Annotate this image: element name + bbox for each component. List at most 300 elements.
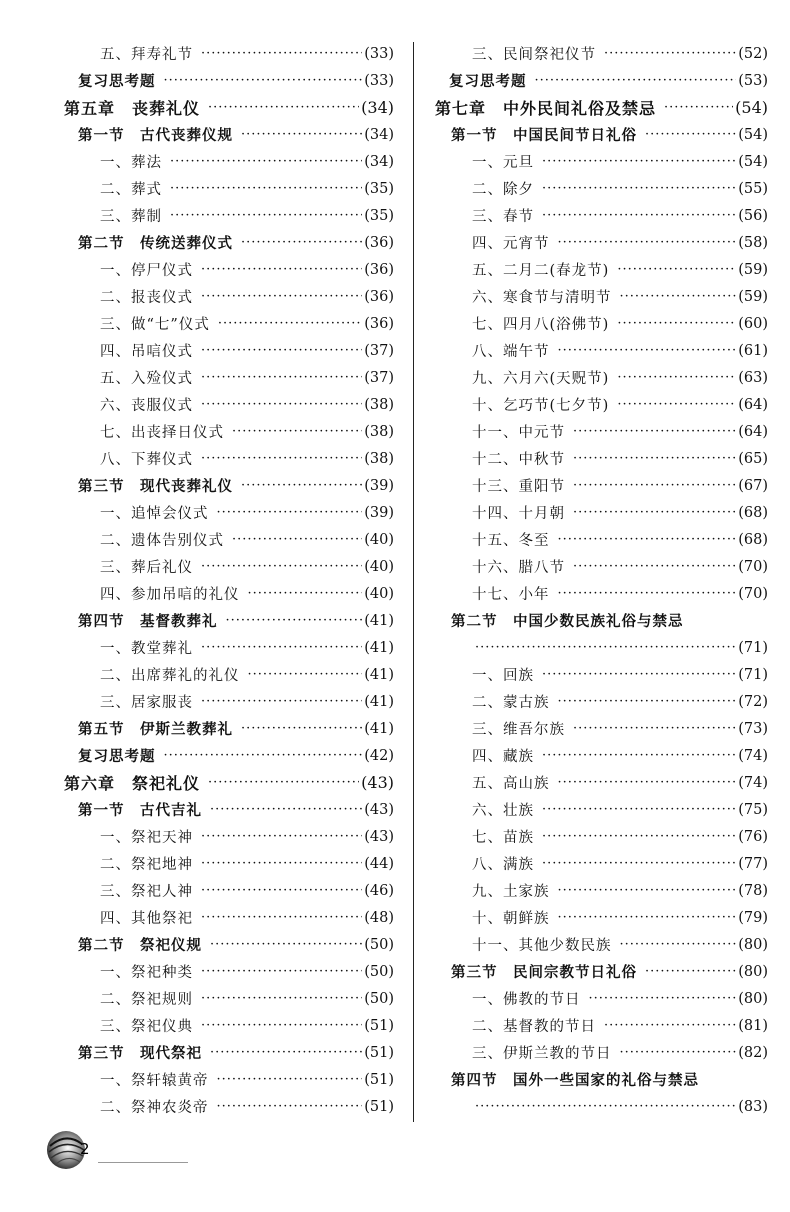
toc-entry-page: (80) [738, 963, 768, 980]
toc-entry-page: (59) [738, 288, 768, 305]
toc-entry [64, 67, 394, 94]
toc-entry [64, 688, 394, 715]
toc-entry [64, 877, 394, 904]
toc-entry [64, 229, 394, 256]
toc-entry [435, 40, 768, 67]
toc-entry-page: (67) [738, 477, 768, 494]
dot-leader [201, 559, 362, 574]
dot-leader [210, 937, 362, 952]
toc-entry-page: (43) [364, 801, 394, 818]
toc-entry-title: 六、壮族 [472, 803, 534, 819]
dot-leader [558, 586, 737, 601]
toc-entry [64, 1066, 394, 1093]
toc-entry-page: (80) [738, 990, 768, 1007]
toc-entry [435, 445, 768, 472]
toc-entry [64, 553, 394, 580]
dot-leader [573, 559, 736, 574]
toc-entry-title: 一、祭祀天神 [100, 830, 193, 846]
toc-entry [435, 202, 768, 229]
dot-leader [201, 1018, 362, 1033]
dot-leader [248, 667, 363, 682]
toc-entry-title: 第三节 现代丧葬礼仪 [78, 478, 233, 495]
dot-leader [589, 991, 737, 1006]
toc-entry-page: (75) [738, 801, 768, 818]
toc-entry [435, 877, 768, 904]
toc-entry-page: (43) [361, 773, 394, 792]
toc-entry-page: (83) [738, 1098, 768, 1115]
toc-entry [435, 418, 768, 445]
dot-leader [620, 937, 737, 952]
toc-entry-page: (51) [364, 1017, 394, 1034]
dot-leader [475, 640, 736, 655]
toc-entry [64, 175, 394, 202]
toc-entry-title: 五、高山族 [472, 776, 550, 792]
toc-entry [435, 958, 768, 985]
toc-entry-title: 十、朝鲜族 [472, 911, 550, 927]
toc-entry-page: (74) [738, 747, 768, 764]
toc-entry-page: (76) [738, 828, 768, 845]
toc-entry-page: (42) [364, 747, 394, 764]
toc-entry-page: (37) [364, 369, 394, 386]
dot-leader [164, 73, 363, 88]
dot-leader [620, 289, 737, 304]
toc-entry [64, 121, 394, 148]
toc-entry-page: (54) [738, 126, 768, 143]
toc-entry-page: (70) [738, 558, 768, 575]
toc-entry-title: 七、苗族 [472, 830, 534, 846]
toc-entry-title: 第二节 祭祀仪规 [78, 937, 202, 954]
toc-entry-page: (81) [738, 1017, 768, 1034]
toc-entry [435, 742, 768, 769]
dot-leader [645, 127, 736, 142]
toc-entry [64, 931, 394, 958]
toc-entry [435, 283, 768, 310]
toc-entry [435, 337, 768, 364]
toc-entry-title: 一、祭祀种类 [100, 965, 193, 981]
dot-leader [201, 640, 362, 655]
dot-leader [226, 613, 363, 628]
toc-entry-page: (33) [364, 72, 394, 89]
toc-entry [64, 40, 394, 67]
toc-entry-page: (58) [738, 234, 768, 251]
toc-entry [435, 472, 768, 499]
toc-entry-page: (61) [738, 342, 768, 359]
toc-entry [64, 796, 394, 823]
toc-entry-page: (59) [738, 261, 768, 278]
toc-entry [64, 580, 394, 607]
column-divider [413, 42, 414, 1122]
toc-entry-page: (37) [364, 342, 394, 359]
toc-entry-page: (68) [738, 504, 768, 521]
toc-entry-page: (63) [738, 369, 768, 386]
toc-entry [435, 607, 768, 634]
toc-entry-page: (39) [364, 477, 394, 494]
toc-entry-title: 二、祭祀地神 [100, 857, 193, 873]
toc-entry-title: 二、蒙古族 [472, 695, 550, 711]
toc-entry-title: 三、春节 [472, 209, 534, 225]
toc-entry-title: 十三、重阳节 [472, 479, 565, 495]
dot-leader [170, 154, 362, 169]
dot-leader [617, 370, 736, 385]
toc-entry-page: (64) [738, 423, 768, 440]
toc-entry-title: 五、二月二(春龙节) [472, 263, 610, 279]
dot-leader [201, 262, 362, 277]
toc-entry-title: 七、四月八(浴佛节) [472, 317, 610, 333]
toc-entry [435, 229, 768, 256]
toc-entry-page: (74) [738, 774, 768, 791]
dot-leader [201, 397, 362, 412]
toc-entry-page: (38) [364, 423, 394, 440]
toc-entry-page: (55) [738, 180, 768, 197]
toc-entry [435, 553, 768, 580]
toc-entry-title: 三、做“七”仪式 [100, 317, 210, 333]
toc-entry [64, 742, 394, 769]
toc-entry-title: 十四、十月朝 [472, 506, 565, 522]
toc-entry-title: 一、祭轩辕黄帝 [100, 1073, 209, 1089]
toc-entry-page: (65) [738, 450, 768, 467]
toc-entry-title: 四、吊唁仪式 [100, 344, 193, 360]
dot-leader [558, 910, 737, 925]
dot-leader [558, 532, 737, 547]
dot-leader [217, 1072, 363, 1087]
toc-entry [64, 499, 394, 526]
toc-entry [435, 688, 768, 715]
dot-leader [170, 181, 362, 196]
toc-entry-page: (50) [364, 936, 394, 953]
toc-entry-title: 十二、中秋节 [472, 452, 565, 468]
toc-entry-page: (56) [738, 207, 768, 224]
toc-entry-page: (44) [364, 855, 394, 872]
toc-entry [435, 823, 768, 850]
toc-entry-title: 第三节 民间宗教节日礼俗 [451, 964, 637, 981]
toc-entry-page: (77) [738, 855, 768, 872]
toc-entry [435, 1093, 768, 1120]
toc-entry-title: 十七、小年 [472, 587, 550, 603]
toc-entry-page: (41) [364, 693, 394, 710]
toc-entry [64, 391, 394, 418]
toc-entry-page: (50) [364, 990, 394, 1007]
toc-entry-title: 八、端午节 [472, 344, 550, 360]
toc-entry-page: (78) [738, 882, 768, 899]
toc-entry-title: 第四节 国外一些国家的礼俗与禁忌 [451, 1072, 699, 1089]
toc-entry-page: (54) [738, 153, 768, 170]
toc-entry-page: (51) [364, 1071, 394, 1088]
toc-entry-title: 三、民间祭祀仪节 [472, 47, 596, 63]
footer-rule [98, 1162, 188, 1163]
toc-entry [64, 445, 394, 472]
toc-entry-page: (36) [364, 261, 394, 278]
dot-leader [542, 181, 736, 196]
toc-entry [64, 715, 394, 742]
toc-entry-title: 十一、中元节 [472, 425, 565, 441]
toc-entry-title: 二、祭祀规则 [100, 992, 193, 1008]
dot-leader [208, 775, 359, 790]
toc-entry [435, 1012, 768, 1039]
toc-entry [64, 418, 394, 445]
toc-entry [435, 931, 768, 958]
toc-entry [435, 391, 768, 418]
toc-entry [435, 526, 768, 553]
page-footer [44, 1126, 154, 1176]
dot-leader [201, 964, 362, 979]
dot-leader [201, 991, 362, 1006]
toc-entry-page: (39) [364, 504, 394, 521]
dot-leader [170, 208, 362, 223]
toc-entry-page: (38) [364, 396, 394, 413]
toc-entry-page: (51) [364, 1044, 394, 1061]
toc-entry-title: 二、除夕 [472, 182, 534, 198]
toc-entry-title: 二、基督教的节日 [472, 1019, 596, 1035]
toc-entry-title: 三、维吾尔族 [472, 722, 565, 738]
toc-entry [435, 121, 768, 148]
toc-entry-page: (51) [364, 1098, 394, 1115]
dot-leader [573, 451, 736, 466]
toc-entry-page: (36) [364, 288, 394, 305]
toc-entry-title: 五、拜寿礼节 [100, 47, 193, 63]
toc-entry [64, 364, 394, 391]
dot-leader [208, 100, 359, 115]
dot-leader [542, 802, 736, 817]
toc-entry-page: (68) [738, 531, 768, 548]
dot-leader [558, 694, 737, 709]
toc-entry [435, 94, 768, 121]
page-number: 2 [80, 1140, 90, 1158]
toc-entry-page: (79) [738, 909, 768, 926]
toc-entry [64, 985, 394, 1012]
toc-entry-page: (33) [364, 45, 394, 62]
toc-entry-title: 四、参加吊唁的礼仪 [100, 587, 240, 603]
toc-entry-title: 二、遗体告别仪式 [100, 533, 224, 549]
toc-entry [435, 1039, 768, 1066]
toc-entry-title: 四、其他祭祀 [100, 911, 193, 927]
toc-entry-title: 一、回族 [472, 668, 534, 684]
dot-leader [218, 316, 362, 331]
toc-entry-title: 第五节 伊斯兰教葬礼 [78, 721, 233, 738]
toc-entry [435, 175, 768, 202]
dot-leader [201, 910, 362, 925]
toc-entry-page: (34) [361, 98, 394, 117]
dot-leader [164, 748, 363, 763]
toc-entry-page: (43) [364, 828, 394, 845]
toc-entry-title: 四、藏族 [472, 749, 534, 765]
dot-leader [558, 235, 737, 250]
toc-entry-title: 三、伊斯兰教的节日 [472, 1046, 612, 1062]
dot-leader [573, 721, 736, 736]
toc-entry-page: (73) [738, 720, 768, 737]
dot-leader [573, 478, 736, 493]
toc-entry [64, 283, 394, 310]
dot-leader [201, 829, 362, 844]
toc-entry [435, 256, 768, 283]
toc-entry-title: 二、葬式 [100, 182, 162, 198]
toc-entry-page: (70) [738, 585, 768, 602]
toc-entry [64, 904, 394, 931]
toc-entry-page: (41) [364, 666, 394, 683]
toc-entry-page: (82) [738, 1044, 768, 1061]
toc-entry-page: (41) [364, 612, 394, 629]
toc-entry-title: 八、满族 [472, 857, 534, 873]
dot-leader [201, 343, 362, 358]
toc-entry-title: 二、出席葬礼的礼仪 [100, 668, 240, 684]
toc-entry-page: (71) [738, 666, 768, 683]
dot-leader [210, 802, 362, 817]
toc-entry-title: 八、下葬仪式 [100, 452, 193, 468]
toc-entry-page: (34) [364, 126, 394, 143]
toc-entry [435, 580, 768, 607]
toc-entry-page: (34) [364, 153, 394, 170]
toc-entry [435, 769, 768, 796]
toc-entry [64, 661, 394, 688]
toc-entry-page: (36) [364, 315, 394, 332]
toc-entry [435, 499, 768, 526]
dot-leader [217, 1099, 363, 1114]
dot-leader [542, 154, 736, 169]
dot-leader [573, 505, 736, 520]
toc-entry [64, 1012, 394, 1039]
toc-entry [435, 796, 768, 823]
toc-entry-title: 复习思考题 [78, 73, 156, 90]
toc-entry-title: 十、乞巧节(七夕节) [472, 398, 610, 414]
dot-leader [210, 1045, 362, 1060]
toc-entry-title: 复习思考题 [78, 748, 156, 765]
toc-entry-page: (54) [735, 98, 768, 117]
toc-entry-title: 七、出丧择日仪式 [100, 425, 224, 441]
dot-leader [617, 316, 736, 331]
dot-leader [241, 127, 362, 142]
toc-entry [64, 958, 394, 985]
toc-entry-title: 五、入殓仪式 [100, 371, 193, 387]
toc-entry-title: 一、元旦 [472, 155, 534, 171]
toc-entry [435, 904, 768, 931]
dot-leader [248, 586, 363, 601]
toc-left-column [64, 40, 394, 1120]
toc-entry [435, 1066, 768, 1093]
toc-entry-title: 第七章 中外民间礼俗及禁忌 [435, 99, 657, 118]
dot-leader [573, 424, 736, 439]
toc-entry [435, 310, 768, 337]
dot-leader [201, 370, 362, 385]
dot-leader [558, 343, 737, 358]
toc-entry-page: (40) [364, 585, 394, 602]
dot-leader [232, 424, 362, 439]
toc-entry-title: 第一节 古代吉礼 [78, 802, 202, 819]
toc-entry-title: 一、停尸仪式 [100, 263, 193, 279]
toc-entry-title: 十五、冬至 [472, 533, 550, 549]
dot-leader [241, 478, 362, 493]
toc-entry [64, 1039, 394, 1066]
toc-entry-page: (71) [738, 639, 768, 656]
dot-leader [645, 964, 736, 979]
dot-leader [542, 208, 736, 223]
dot-leader [604, 1018, 736, 1033]
toc-entry-title: 一、佛教的节日 [472, 992, 581, 1008]
toc-entry-title: 六、寒食节与清明节 [472, 290, 612, 306]
dot-leader [558, 883, 737, 898]
toc-entry [64, 769, 394, 796]
toc-entry [435, 634, 768, 661]
toc-entry-page: (60) [738, 315, 768, 332]
toc-entry-title: 一、追悼会仪式 [100, 506, 209, 522]
toc-entry-title: 第一节 古代丧葬仪规 [78, 127, 233, 144]
toc-entry-title: 三、祭祀人神 [100, 884, 193, 900]
toc-entry [435, 148, 768, 175]
toc-entry-page: (35) [364, 180, 394, 197]
toc-entry [64, 607, 394, 634]
toc-entry [64, 823, 394, 850]
toc-entry-page: (64) [738, 396, 768, 413]
dot-leader [542, 829, 736, 844]
toc-entry-page: (40) [364, 558, 394, 575]
dot-leader [617, 397, 736, 412]
dot-leader [201, 694, 362, 709]
toc-entry [64, 472, 394, 499]
toc-entry [64, 337, 394, 364]
dot-leader [232, 532, 362, 547]
toc-right-column [435, 40, 768, 1120]
toc-entry-title: 三、居家服丧 [100, 695, 193, 711]
toc-entry-title: 第四节 基督教葬礼 [78, 613, 218, 630]
toc-entry-title: 三、祭祀仪典 [100, 1019, 193, 1035]
toc-entry-title: 第三节 现代祭祀 [78, 1045, 202, 1062]
toc-entry-title: 第一节 中国民间节日礼俗 [451, 127, 637, 144]
dot-leader [604, 46, 736, 61]
dot-leader [241, 721, 362, 736]
toc-entry-title: 十一、其他少数民族 [472, 938, 612, 954]
dot-leader [542, 748, 736, 763]
toc-entry [64, 148, 394, 175]
dot-leader [241, 235, 362, 250]
dot-leader [475, 1099, 736, 1114]
toc-entry-page: (48) [364, 909, 394, 926]
dot-leader [535, 73, 737, 88]
toc-entry-title: 二、报丧仪式 [100, 290, 193, 306]
toc-entry-title: 第五章 丧葬礼仪 [64, 99, 201, 118]
toc-entry-title: 第二节 传统送葬仪式 [78, 235, 233, 252]
toc-entry [435, 850, 768, 877]
toc-entry-page: (52) [738, 45, 768, 62]
dot-leader [201, 289, 362, 304]
toc-entry [64, 1093, 394, 1120]
toc-entry [435, 661, 768, 688]
toc-entry-page: (72) [738, 693, 768, 710]
toc-entry-page: (50) [364, 963, 394, 980]
toc-entry-page: (36) [364, 234, 394, 251]
toc-entry-title: 三、葬后礼仪 [100, 560, 193, 576]
toc-entry-title: 一、葬法 [100, 155, 162, 171]
toc-entry-title: 六、丧服仪式 [100, 398, 193, 414]
toc-entry-page: (35) [364, 207, 394, 224]
toc-entry [64, 256, 394, 283]
toc-entry [64, 850, 394, 877]
toc-entry-page: (53) [738, 72, 768, 89]
toc-entry-title: 十六、腊八节 [472, 560, 565, 576]
dot-leader [542, 856, 736, 871]
toc-entry [64, 310, 394, 337]
toc-entry-title: 四、元宵节 [472, 236, 550, 252]
dot-leader [542, 667, 736, 682]
toc-entry [64, 634, 394, 661]
dot-leader [201, 883, 362, 898]
toc-entry-title: 复习思考题 [449, 73, 527, 90]
toc-entry [64, 526, 394, 553]
toc-entry-title: 二、祭神农炎帝 [100, 1100, 209, 1116]
toc-entry-title: 第二节 中国少数民族礼俗与禁忌 [451, 613, 684, 630]
toc-entry-title: 九、土家族 [472, 884, 550, 900]
toc-entry-page: (38) [364, 450, 394, 467]
dot-leader [620, 1045, 737, 1060]
toc-entry-page: (80) [738, 936, 768, 953]
toc-entry-page: (41) [364, 639, 394, 656]
